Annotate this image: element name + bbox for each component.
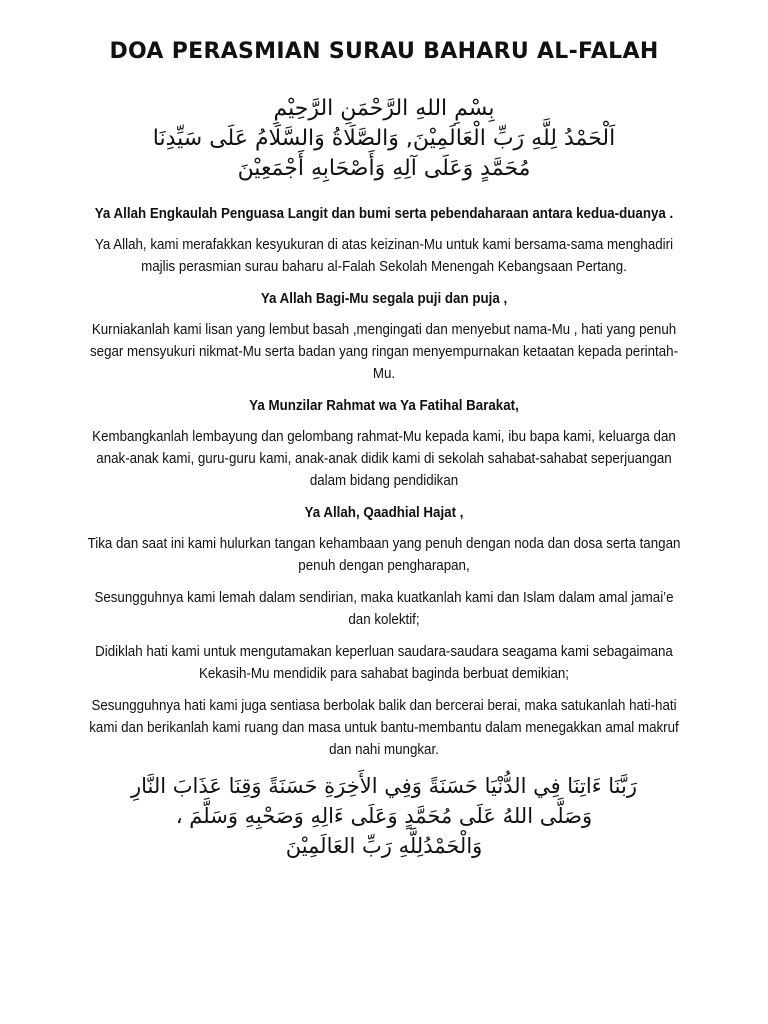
arabic-closing-line: رَبَّنَا ءَاتِنَا فِي الدُّنْيَا حَسَنَةً وَفِي الأَخِرَةِ حَسَنَةً وَقِنَا عَذَابَ النَّارِ: [130, 774, 637, 798]
document-title: DOA PERASMIAN SURAU BAHARU AL-FALAH: [109, 39, 659, 64]
arabic-opening-line: مُحَمَّدٍ وَعَلَى آلِهِ وَأَصْحَابِهِ أَجْمَعِيْنَ: [237, 156, 531, 181]
arabic-closing-line: وَالْحَمْدُلِلَّهِ رَبِّ العَالَمِيْنَ: [285, 834, 483, 858]
arabic-opening-line: اَلْحَمْدُ لِلَّهِ رَبِّ الْعَالَمِيْنَ, وَالصَّلَاةُ وَالسَّلَامُ عَلَى سَيِّدِنَا: [152, 126, 616, 151]
section-heading: Ya Allah, Qaadhial Hajat ,: [304, 505, 464, 521]
prayer-paragraph: Tika dan saat ini kami hulurkan tangan kehambaan yang penuh dengan noda dan dosa serta tangan penuh dengan pengharapan,: [87, 536, 681, 574]
prayer-paragraph: Didiklah hati kami untuk mengutamakan keperluan saudara-saudara seagama kami sebagaimana Kekasih-Mu mendidik para sahabat baginda berbuat demikian;: [95, 644, 673, 682]
prayer-paragraph: Sesungguhnya hati kami juga sentiasa berbolak balik dan bercerai berai, maka satukanlah hati-hati kami dan berikanlah kami ruang dan masa untuk bantu-membantu dalam menegakkan amal makruf dan nahi mungkar.: [89, 698, 679, 758]
section-heading: Ya Munzilar Rahmat wa Ya Fatihal Barakat,: [249, 398, 519, 414]
prayer-paragraph: Kembangkanlah lembayung dan gelombang rahmat-Mu kepada kami, ibu bapa kami, keluarga dan anak-anak kami, guru-guru kami, anak-anak didik kami di sekolah sahabat-sahabat seperjuangan dalam bidang pendidikan: [92, 429, 676, 489]
section-heading: Ya Allah Bagi-Mu segala puji dan puja ,: [260, 291, 508, 307]
arabic-closing-line: وَصَلَّى اللهُ عَلَى مُحَمَّدٍ وَعَلَى ءَالِهِ وَصَحْبِهِ وَسَلَّمَ ،: [175, 804, 593, 828]
arabic-closing-prayer: [90, 771, 678, 861]
arabic-basmala: بِسْمِ اللهِ الرَّحْمَنِ الرَّحِيْمِ: [273, 96, 495, 121]
prayer-paragraph: Sesungguhnya kami lemah dalam sendirian, maka kuatkanlah kami dan Islam dalam amal jamai’e dan kolektif;: [94, 590, 674, 628]
arabic-opening-prayer: [90, 94, 678, 184]
prayer-paragraph: Kurniakanlah kami lisan yang lembut basah ,mengingati dan menyebut nama-Mu , hati yang penuh segar mensyukuri nikmat-Mu serta badan yang ringan menyempurnakan ketaatan kepada perintah-Mu.: [89, 322, 679, 382]
section-heading: Ya Allah Engkaulah Penguasa Langit dan bumi serta pebendaharaan antara kedua-duanya .: [94, 206, 674, 222]
prayer-paragraph: Ya Allah, kami merafakkan kesyukuran di atas keizinan-Mu untuk kami bersama-sama menghadiri majlis perasmian surau baharu al-Falah Sekolah Menengah Kebangsaan Pertang.: [94, 237, 674, 275]
